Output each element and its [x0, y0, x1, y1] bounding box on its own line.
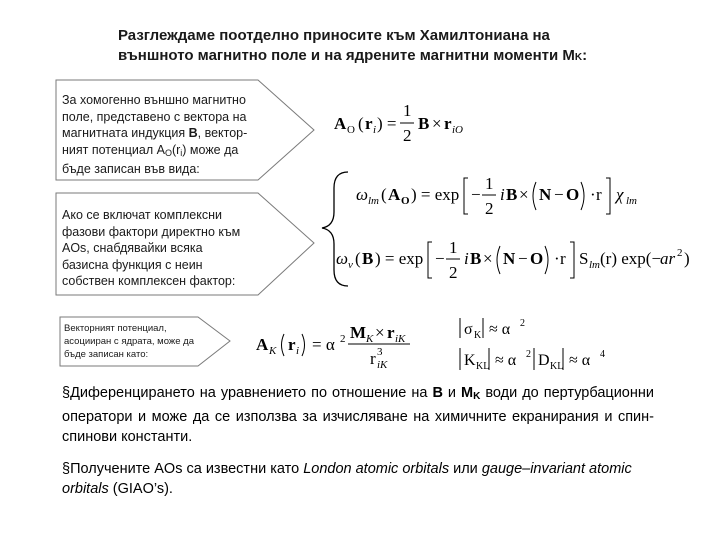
svg-text:4: 4: [600, 349, 605, 360]
svg-text:r: r: [370, 349, 376, 368]
svg-text:(r) exp(−: (r) exp(−: [600, 249, 662, 268]
svg-text:i: i: [464, 249, 469, 268]
svg-text:2: 2: [520, 318, 525, 329]
equation-nuclear-potential: [254, 318, 454, 374]
svg-text:≈ α: ≈ α: [569, 352, 591, 369]
svg-text:r: r: [596, 185, 602, 204]
svg-text:1: 1: [485, 174, 494, 193]
svg-text:D: D: [538, 352, 550, 369]
svg-text:iK: iK: [395, 333, 406, 345]
svg-text:A: A: [256, 335, 269, 354]
title-line-1: Разглеждаме поотделно приносите към Хамилтониана на: [118, 27, 550, 44]
svg-text:ω: ω: [336, 249, 349, 268]
svg-text:(: (: [358, 114, 364, 133]
svg-text:3: 3: [377, 346, 383, 358]
svg-text:≈ α: ≈ α: [495, 352, 517, 369]
svg-text:O: O: [530, 249, 544, 268]
svg-text:B: B: [362, 249, 374, 268]
svg-text:KL: KL: [550, 361, 564, 372]
svg-text:B: B: [506, 185, 518, 204]
svg-text:M: M: [350, 323, 367, 342]
svg-text:−: −: [471, 185, 481, 204]
svg-text:(: (: [355, 249, 361, 268]
svg-text:O: O: [401, 195, 410, 207]
svg-text:i: i: [296, 345, 300, 357]
svg-text:K: K: [366, 333, 374, 345]
svg-text:×: ×: [432, 114, 442, 133]
svg-text:B: B: [470, 249, 482, 268]
svg-text:1: 1: [403, 101, 412, 120]
equation-complex-phase: [334, 234, 704, 290]
callout-text-2: Ако се включат комплексни фазови фактори директно към AOs, снабдявайки всяка базисна функция с неин собствен комплексен фактор:: [62, 208, 241, 288]
svg-text:2: 2: [340, 333, 346, 345]
svg-text:K: K: [464, 352, 476, 369]
svg-text:r: r: [288, 335, 296, 354]
svg-text:S: S: [579, 249, 589, 268]
svg-text:2: 2: [449, 263, 458, 282]
svg-text:= α: = α: [312, 335, 335, 354]
svg-text:1: 1: [449, 238, 458, 257]
svg-text:lm: lm: [368, 195, 379, 207]
equation-magnitudes: [452, 312, 652, 378]
svg-text:O: O: [347, 124, 355, 136]
svg-text:) = exp: ) = exp: [375, 249, 424, 268]
svg-text:−: −: [518, 249, 528, 268]
svg-text:×: ×: [519, 185, 529, 204]
svg-text:−: −: [435, 249, 445, 268]
svg-text:ω: ω: [356, 185, 369, 204]
svg-text:B: B: [418, 114, 430, 133]
svg-text:K: K: [474, 330, 482, 341]
svg-text:(: (: [381, 185, 387, 204]
svg-text:2: 2: [677, 247, 683, 259]
svg-text:≈ α: ≈ α: [489, 321, 511, 338]
equation-vector-potential: [330, 96, 490, 148]
svg-text:2: 2: [485, 199, 494, 218]
paragraph-perturbation: §Диференцирането на уравнението по отношение на B и $M_K$ води до пертурбационни оператори и може да се използва за изчисляване на химичните екранирания и спин-спинови константи.: [62, 385, 654, 445]
svg-text:iO: iO: [452, 124, 463, 136]
svg-text:r: r: [444, 114, 452, 133]
svg-text:ar: ar: [660, 249, 676, 268]
equation-giao-basis: [354, 170, 654, 226]
svg-text:N: N: [539, 185, 552, 204]
svg-text:×: ×: [483, 249, 493, 268]
svg-text:×: ×: [375, 323, 385, 342]
title-line-2: външното магнитно поле и на ядрените магнитни моменти MK:: [118, 47, 588, 64]
paragraph-giao: §Получените AOs са известни като London atomic orbitals или gauge–invariant atomic orbitals (GIAO’s).: [62, 461, 632, 497]
svg-text:r: r: [387, 323, 395, 342]
svg-text:i: i: [500, 185, 505, 204]
svg-text:·: ·: [554, 249, 560, 268]
svg-text:): ): [684, 249, 690, 268]
svg-text:lm: lm: [626, 195, 637, 207]
callout-text-1: За хомогенно външно магнитно поле, представено с вектора на магнитната индукция B, вектор- ният потенциал $A_O(r_i)$ може да бъде записан във вида:: [62, 93, 248, 176]
svg-text:KL: KL: [476, 361, 490, 372]
slide-title: [118, 26, 678, 68]
callout-text-3: Векторният потенциал, асоцииран с ядрата, може да бъде записан като:: [64, 323, 194, 360]
svg-text:χ: χ: [616, 185, 624, 204]
svg-text:r: r: [365, 114, 373, 133]
svg-text:O: O: [566, 185, 580, 204]
svg-text:) = exp: ) = exp: [411, 185, 460, 204]
svg-text:A: A: [334, 114, 347, 133]
svg-text:·: ·: [590, 185, 596, 204]
svg-text:r: r: [560, 249, 566, 268]
svg-text:i: i: [373, 124, 377, 136]
svg-text:ν: ν: [348, 259, 353, 271]
svg-text:−: −: [554, 185, 564, 204]
svg-text:) =: ) =: [377, 114, 397, 133]
svg-text:A: A: [388, 185, 401, 204]
svg-text:σ: σ: [464, 321, 473, 338]
svg-text:2: 2: [526, 349, 531, 360]
svg-text:iK: iK: [377, 359, 388, 371]
svg-text:2: 2: [403, 126, 412, 145]
svg-text:N: N: [503, 249, 516, 268]
svg-text:K: K: [269, 345, 277, 357]
svg-text:lm: lm: [589, 259, 600, 271]
